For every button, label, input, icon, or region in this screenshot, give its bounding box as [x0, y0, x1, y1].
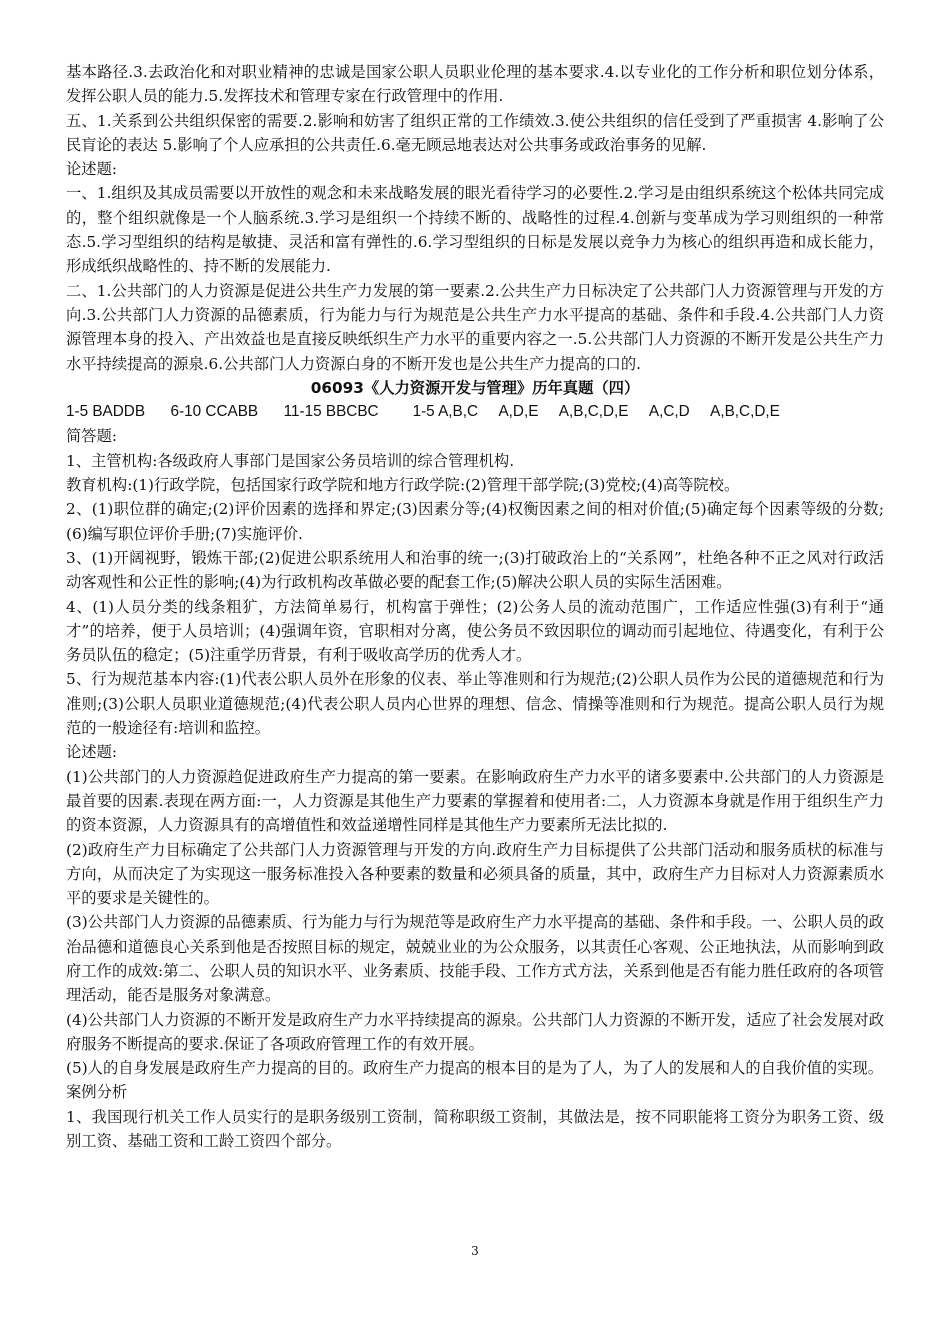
- paragraph: 一、1.组织及其成员需要以开放性的观念和未来战略发展的眼光看待学习的必要性.2.学习是由组织系统这个松体共同完成的，整个组织就像是一个人脑系统.3.学习是组织一个持续不断的、战略性的过程.4.创新与变革成为学习则组织的一种常态.5.学习型组织的结构是敏捷、灵活和富有弹性的.6.学习型组织的日标是发展以竞争力为核心的组织再造和成长能力，形成纸织战略性的、持不断的发展能力.: [66, 184, 884, 276]
- paragraph: 1、主管机构:各级政府人事部门是国家公务员培训的综合管理机构.: [66, 451, 515, 470]
- answer-key: 1-5 BADDB 6-10 CCABB 11-15 BBCBC 1-5 A,B,C A,D,E A,B,C,D,E A,C,D A,B,C,D,E: [66, 403, 780, 421]
- section-heading: 论述题:: [66, 160, 118, 179]
- document-body: [66, 60, 884, 1153]
- section-heading: 案例分析: [66, 1083, 128, 1102]
- paragraph: (5)人的自身发展是政府生产力提高的目的。政府生产力提高的根本目的是为了人，为了人的发展和人的自我价值的实现。: [66, 1059, 884, 1078]
- section-heading: 简答题:: [66, 427, 118, 446]
- paragraph: (1)公共部门的人力资源趋促进政府生产力提高的第一要素。在影响政府生产力水平的诸多要素中.公共部门的人力资源是最首要的因素.表现在两方面:一，人力资源是其他生产力要素的掌握着和使用者:二，人力资源本身就是作用于组织生产力的资本资源，人力资源具有的高增值性和效益递增性同样是其他生产力要素所无法比拟的.: [66, 767, 884, 835]
- page-number: 3: [471, 1244, 479, 1258]
- paragraph: 五、1.关系到公共组织保密的需要.2.影响和妨害了组织正常的工作绩效.3.使公共组织的信任受到了严重损害 4.影响了公民肓论的表达 5.影响了个人应承担的公共责任.6.毫无顾忌地表达对公共事务或政治事务的见解.: [66, 111, 884, 154]
- exam-title: 06093《人力资源开发与管理》历年真题（四）: [310, 378, 640, 397]
- paragraph: 基本路径.3.去政治化和对职业精神的忠诚是国家公职人员职业伦理的基本要求.4.以专业化的工作分析和职位划分体系，发挥公职人员的能力.5.发挥技术和管理专家在行政管理中的作用.: [66, 63, 884, 106]
- paragraph: (4)公共部门人力资源的不断开发是政府生产力水平持续提高的源泉。公共部门人力资源的不断开发，适应了社会发展对政府服务不断提高的要求.保证了各项政府管理工作的有效开展。: [66, 1010, 884, 1053]
- paragraph: 5、行为规范基本内容:(1)代表公职人员外在形象的仪表、举止等准则和行为规范;(2)公职人员作为公民的道德规范和行为准则;(3)公职人员职业道德规范;(4)代表公职人员内心世界的理想、信念、情操等准则和行为规范。提高公职人员行为规范的一般途径有:培训和监控。: [66, 670, 884, 738]
- paragraph: 3、(1)开阔视野，锻炼干部;(2)促进公职系统用人和治事的统一;(3)打破政治上的“关系网”，杜绝各种不正之风对行政活动客观性和公正性的影响;(4)为行政机构改革做必要的配套工作;(5)解决公职人员的实际生活困难。: [66, 548, 884, 592]
- paragraph: 1、我国现行机关工作人员实行的是职务级别工资制，简称职级工资制，其做法是，按不同职能将工资分为职务工资、级别工资、基础工资和工龄工资四个部分。: [66, 1107, 884, 1151]
- paragraph: 教育机构:(1)行政学院，包括国家行政学院和地方行政学院:(2)管理干部学院;(3)党校;(4)高等院校。: [66, 476, 740, 495]
- paragraph: 2、(1)职位群的确定;(2)评价因素的选择和界定;(3)因素分等;(4)权衡因素之间的相对价值;(5)确定每个因素等级的分数;(6)编写职位评价手册;(7)实施评价.: [66, 500, 884, 543]
- section-heading: 论述题:: [66, 743, 118, 762]
- paragraph: 二、1.公共部门的人力资源是促进公共生产力发展的第一要素.2.公共生产力日标决定了公共部门人力资源管理与开发的方向.3.公共部门人力资源的品德素质，行为能力与行为规范是公共生产力水平提高的基础、条件和手段.4.公共部门人力资源管理本身的投入、产出效益也是直接反映纸织生产力水平的重要内容之一.5.公共部门人力资源的不断开发是公共生产力水平持续提高的源泉.6.公共部门人力资源白身的不断开发也是公共生产力提高的口的.: [66, 281, 884, 373]
- paragraph: 4、(1)人员分类的线条粗犷，方法简单易行，机构富于弹性；(2)公务人员的流动范围广，工作适应性强(3)有利于“通才”的培养，便于人员培训；(4)强调年资，官职相对分离，使公务员不致因职位的调动而引起地位、待遇变化，有利于公务员队伍的稳定；(5)注重学历背景，有利于吸收高学历的优秀人才。: [66, 597, 884, 665]
- paragraph: (3)公共部门人力资源的品德素质、行为能力与行为规范等是政府生产力水平提高的基础、条件和手段。一、公职人员的政治品德和道德良心关系到他是否按照目标的规定，兢兢业业的为公众服务，以其责任心客观、公正地执法，从而影响到政府工作的成效:第二、公职人员的知识水平、业务素质、技能手段、工作方式方法，关系到他是否有能力胜任政府的各项管理活动，能否是服务对象满意。: [66, 913, 884, 1005]
- paragraph: (2)政府生产力目标确定了公共部门人力资源管理与开发的方向.政府生产力目标提供了公共部门活动和服务质枤的标准与方向，从而决定了为实现这一服务标准投入各种要素的数量和必须具备的质量，其中，政府生产力目标对人力资源素质水平的要求是关键性的。: [66, 840, 884, 908]
